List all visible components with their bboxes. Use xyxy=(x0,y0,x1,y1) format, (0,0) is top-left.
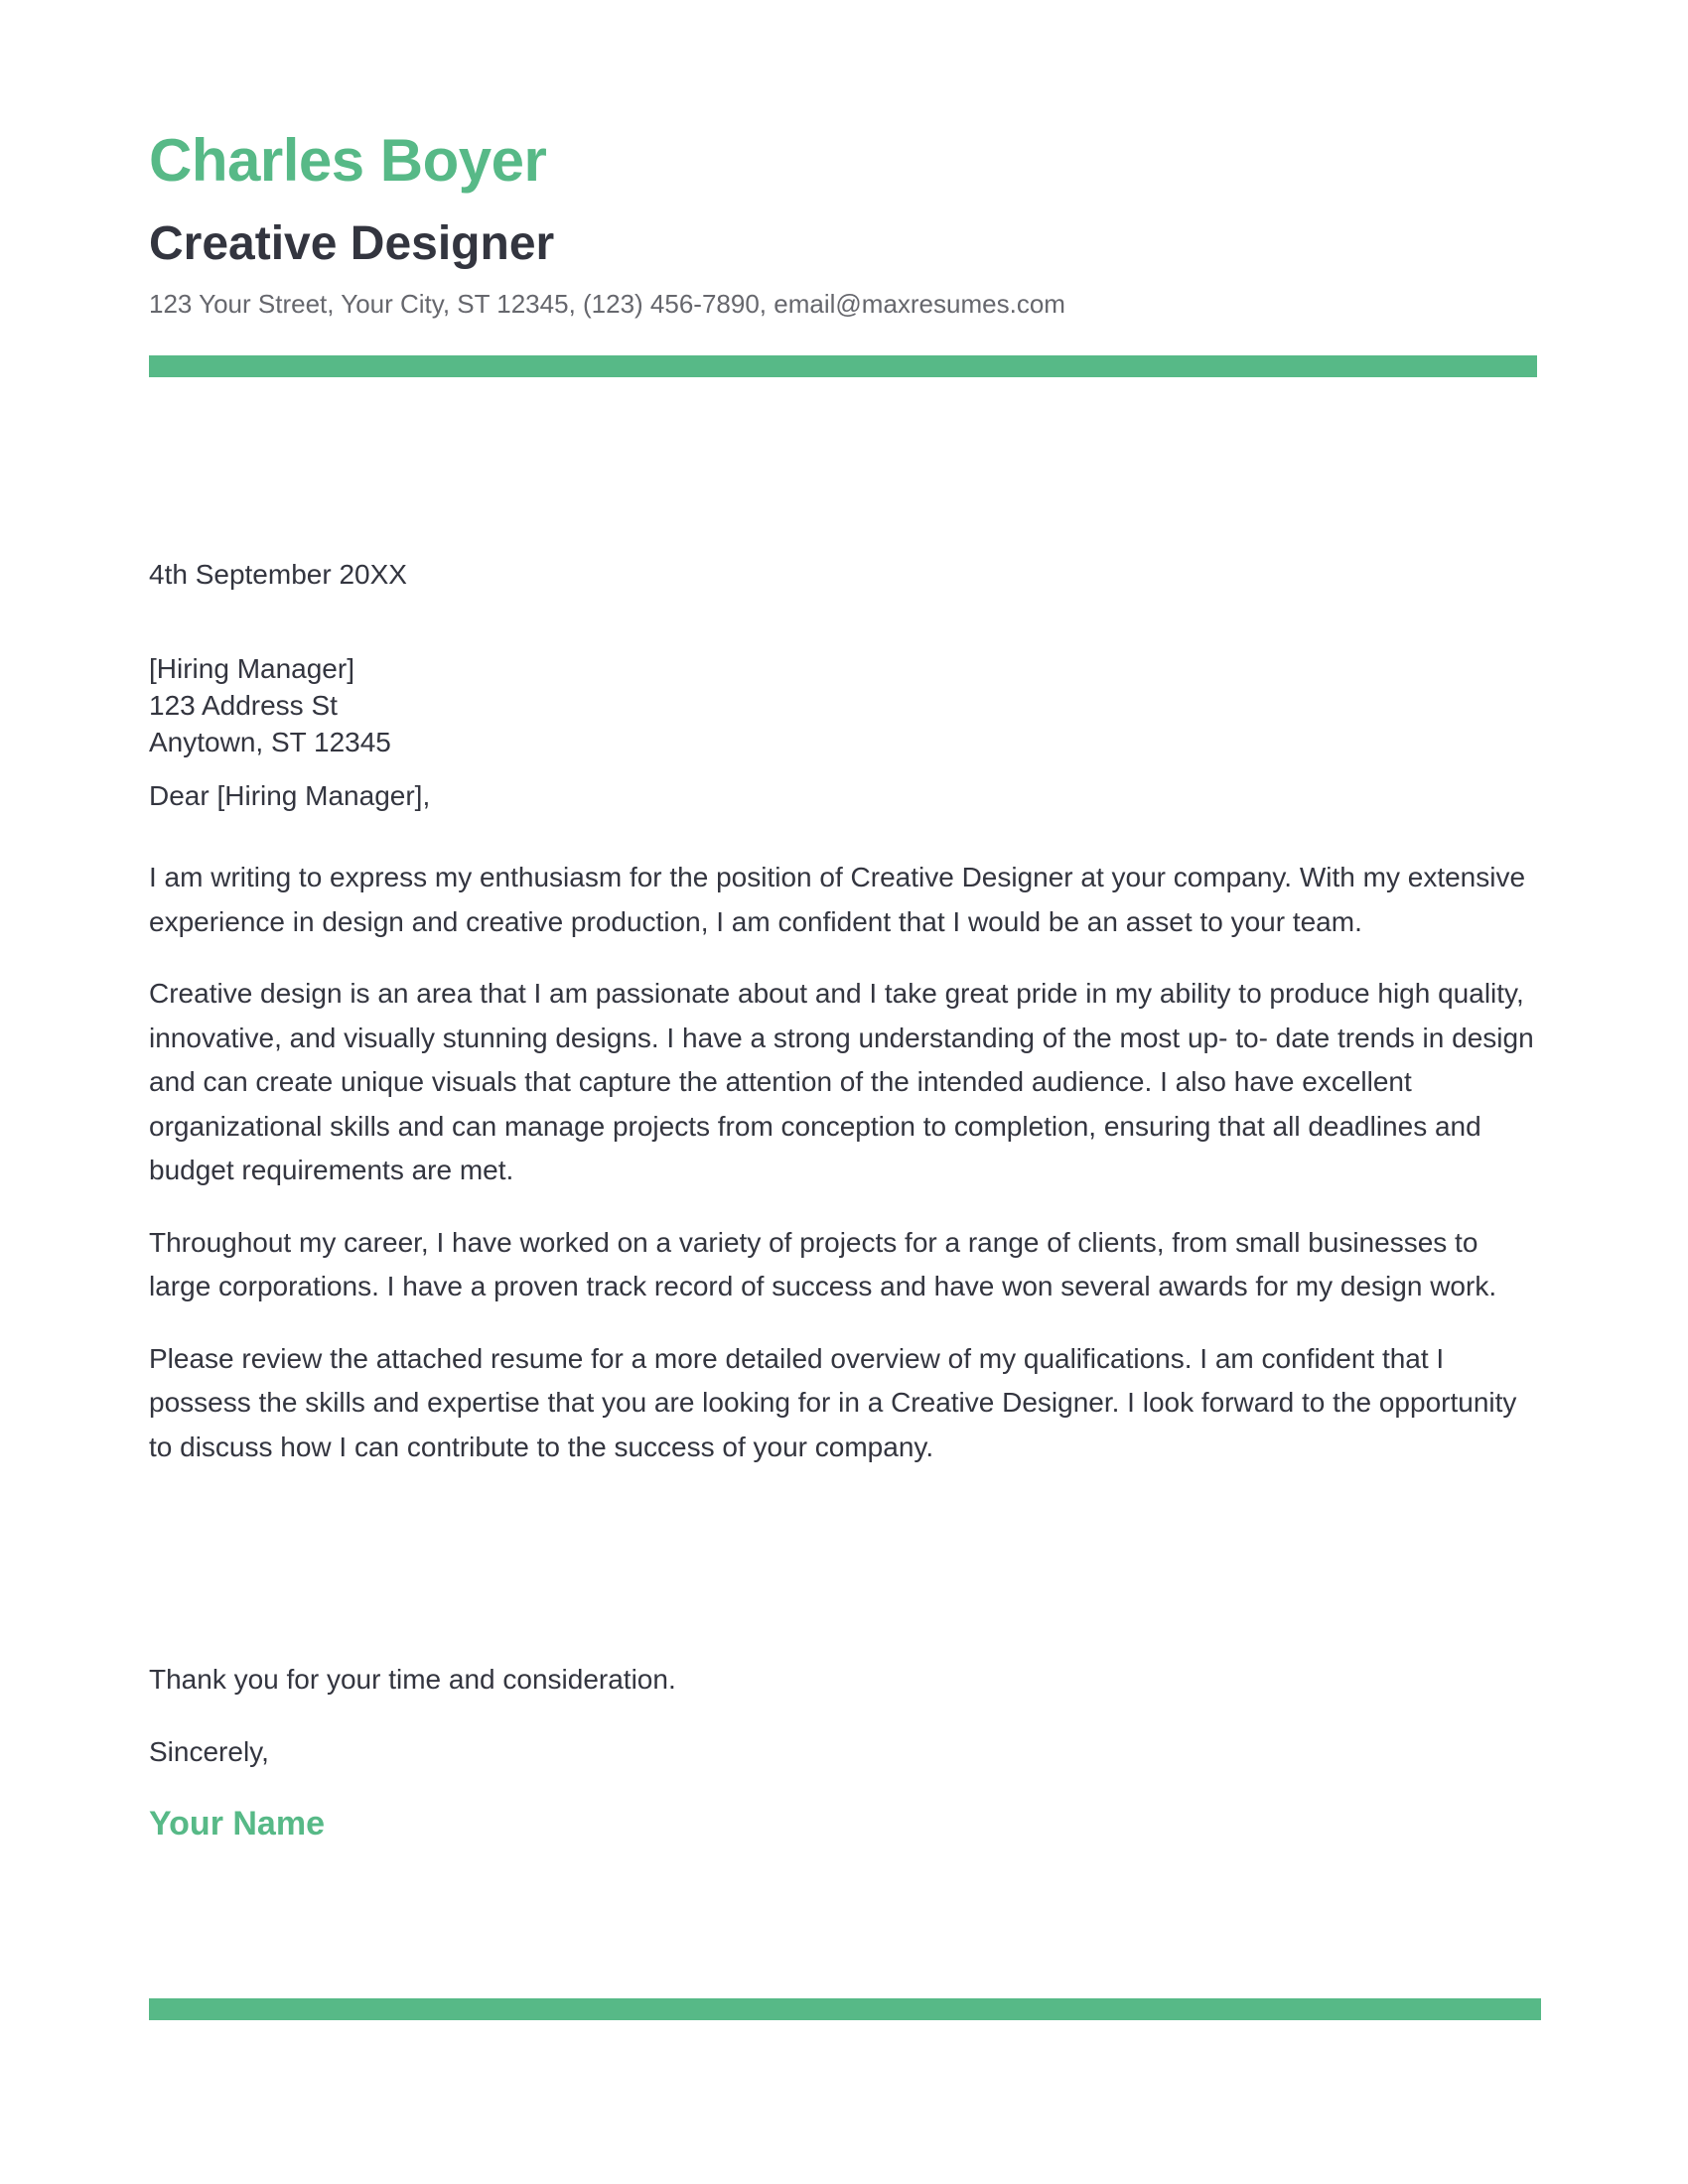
body-paragraph: I am writing to express my enthusiasm for the position of Creative Designer at your company. With my extensive experience in design and creative production, I am confident that I would be an asset to your team. xyxy=(149,862,1526,937)
recipient-address-line1: 123 Address St xyxy=(149,690,338,721)
recipient-name: [Hiring Manager] xyxy=(149,653,354,684)
letter-date: 4th September 20XX xyxy=(149,559,407,590)
signoff: Sincerely, xyxy=(149,1736,269,1767)
letter-body xyxy=(149,856,1539,1497)
body-paragraph: Please review the attached resume for a more detailed overview of my qualifications. I am confident that I possess the skills and expertise that you are looking for in a Creative Designer. I look forward to the opportunity to discuss how I can contribute to the success of your company. xyxy=(149,1342,1517,1462)
closing-line: Thank you for your time and consideration. xyxy=(149,1664,676,1695)
signature-name: Your Name xyxy=(149,1805,325,1843)
applicant-name: Charles Boyer xyxy=(149,127,547,194)
recipient-address-line2: Anytown, ST 12345 xyxy=(149,727,391,757)
salutation: Dear [Hiring Manager], xyxy=(149,780,431,811)
job-title: Creative Designer xyxy=(149,217,555,270)
header-divider xyxy=(149,355,1537,377)
footer-divider xyxy=(149,1998,1541,2020)
contact-info: 123 Your Street, Your City, ST 12345, (123) 456-7890, email@maxresumes.com xyxy=(149,289,1065,319)
recipient-block xyxy=(149,650,391,760)
body-paragraph: Creative design is an area that I am passionate about and I take great pride in my ability to produce high quality, innovative, and visually stunning designs. I have a strong understanding of the most up- to- date trends in design and can create unique visuals that capture the attention of the intended audience. I also have excellent organizational skills and can manage projects from conception to completion, ensuring that all deadlines and budget requirements are met. xyxy=(149,978,1534,1185)
body-paragraph: Throughout my career, I have worked on a variety of projects for a range of clients, from small businesses to large corporations. I have a proven track record of success and have won several awards for my design work. xyxy=(149,1226,1497,1301)
